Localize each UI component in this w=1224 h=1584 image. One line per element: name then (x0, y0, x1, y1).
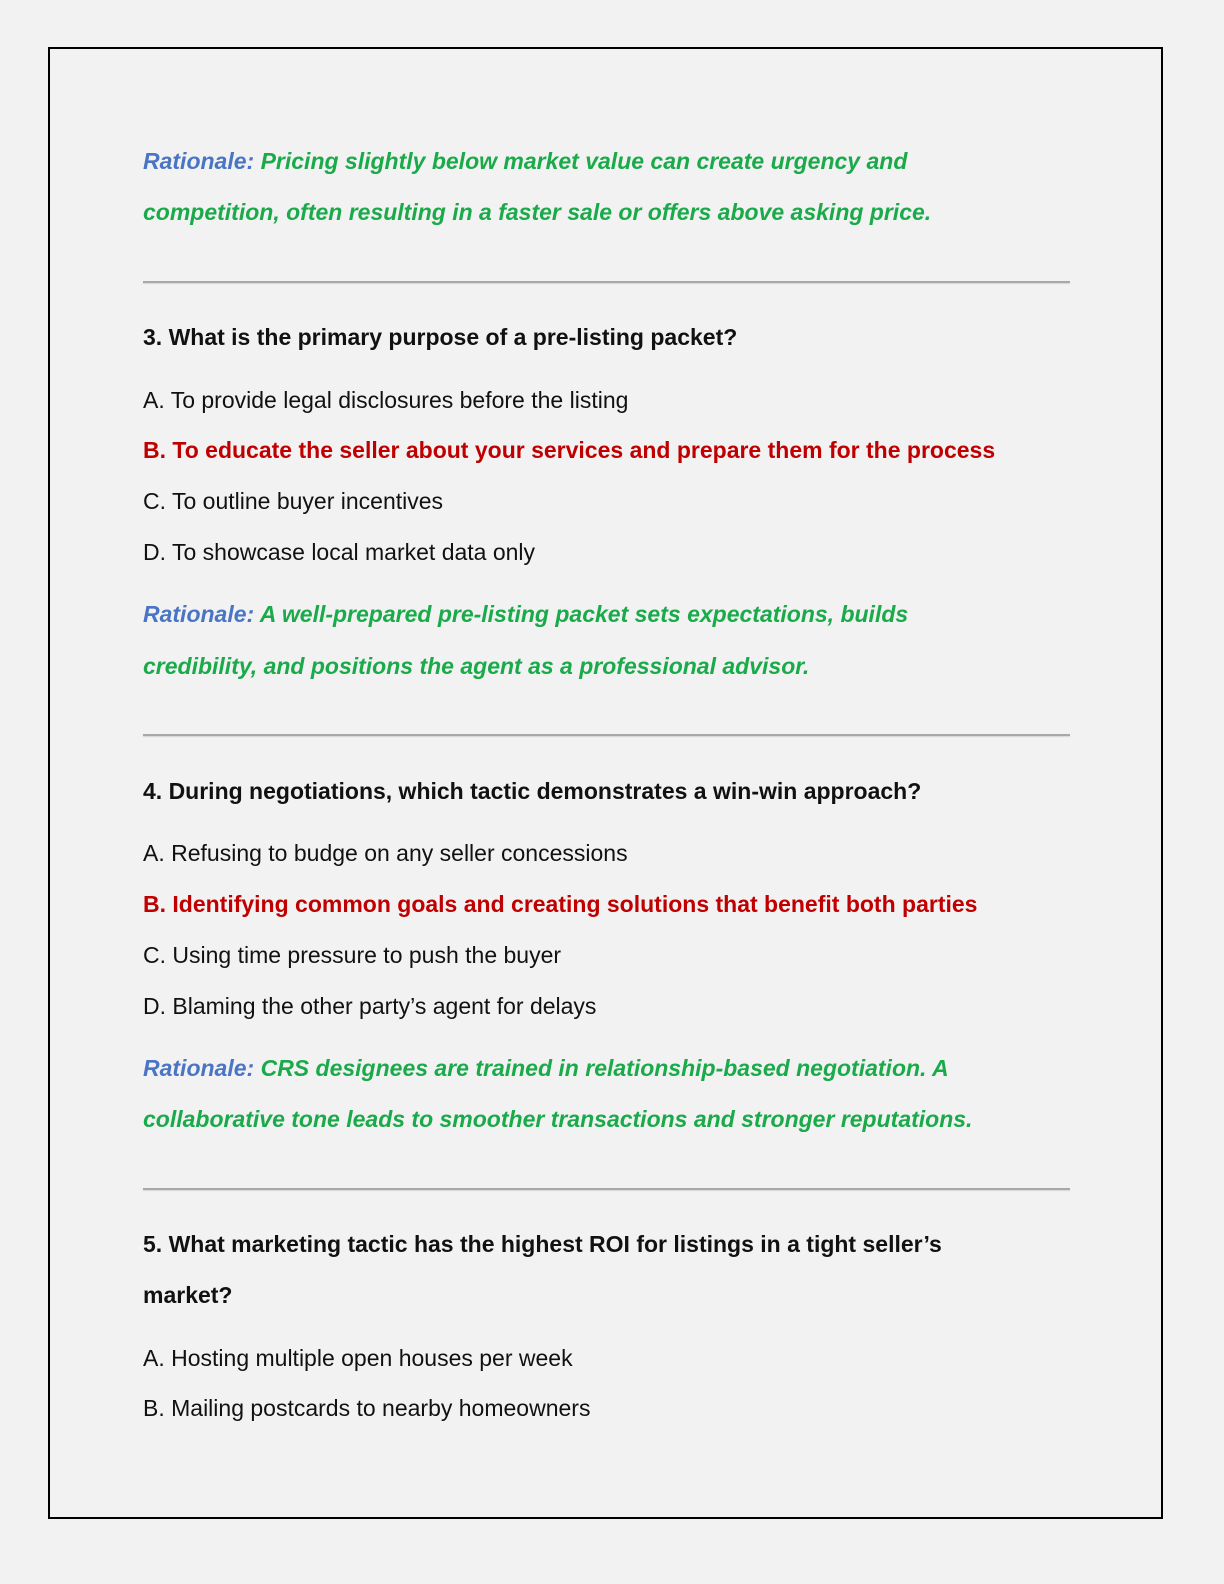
rationale-label: Rationale: (143, 148, 255, 174)
rationale-q3-line2: credibility, and positions the agent as a professional advisor. (143, 653, 810, 679)
question-5-line2: market? (143, 1282, 233, 1308)
question-4: 4. During negotiations, which tactic demonstrates a win-win approach? (143, 778, 922, 804)
rationale-label: Rationale: (143, 1055, 255, 1081)
rationale-label: Rationale: (143, 601, 255, 627)
q4-option-b-correct: B. Identifying common goals and creating solutions that benefit both parties (143, 891, 978, 917)
section-divider (143, 281, 1070, 283)
rationale-text: A well-prepared pre-listing packet sets expectations, builds (259, 601, 909, 627)
rationale-text: CRS designees are trained in relationship-based negotiation. A (260, 1055, 949, 1081)
rationale-q3-line1 (143, 599, 908, 629)
section-divider (143, 1188, 1070, 1190)
q3-option-b-correct: B. To educate the seller about your services and prepare them for the process (143, 437, 996, 463)
rationale-q4-line2: collaborative tone leads to smoother transactions and stronger reputations. (143, 1106, 973, 1132)
rationale-q2-line1 (143, 146, 907, 176)
q5-option-a: A. Hosting multiple open houses per week (143, 1345, 573, 1371)
q3-option-c: C. To outline buyer incentives (143, 488, 444, 514)
q5-option-b: B. Mailing postcards to nearby homeowners (143, 1395, 591, 1421)
rationale-q2-line2: competition, often resulting in a faster sale or offers above asking price. (143, 199, 932, 225)
q4-option-a: A. Refusing to budge on any seller concessions (143, 840, 628, 866)
q4-option-d: D. Blaming the other party’s agent for delays (143, 993, 597, 1019)
section-divider (143, 734, 1070, 736)
q3-option-d: D. To showcase local market data only (143, 539, 536, 565)
rationale-q4-line1 (143, 1053, 949, 1083)
q3-option-a: A. To provide legal disclosures before the listing (143, 387, 629, 413)
question-3: 3. What is the primary purpose of a pre-listing packet? (143, 324, 738, 350)
question-5-line1: 5. What marketing tactic has the highest ROI for listings in a tight seller’s (143, 1231, 942, 1257)
q4-option-c: C. Using time pressure to push the buyer (143, 942, 562, 968)
rationale-text: Pricing slightly below market value can create urgency and (260, 148, 908, 174)
